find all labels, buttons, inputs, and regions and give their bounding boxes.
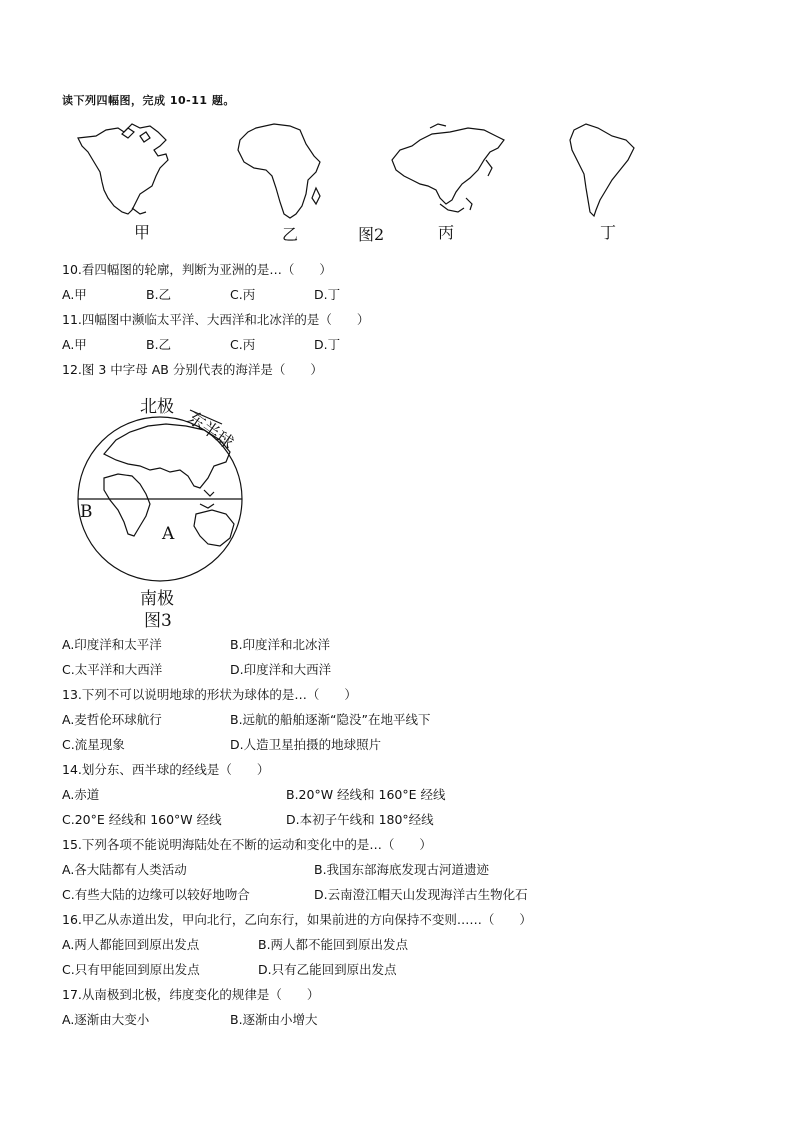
question-13-option-a[interactable]: A.麦哲伦环球航行 — [62, 712, 162, 727]
question-13-option-c[interactable]: C.流星现象 — [62, 737, 125, 752]
figure-2-label-ding: 丁 — [600, 223, 617, 242]
question-16-option-a[interactable]: A.两人都能回到原出发点 — [62, 937, 200, 952]
question-15-option-c[interactable]: C.有些大陆的边缘可以较好地吻合 — [62, 887, 250, 902]
section-intro: 读下列四幅图，完成 10-11 题。 — [62, 94, 235, 107]
question-12-option-d[interactable]: D.印度洋和大西洋 — [230, 662, 332, 677]
question-11-option-d[interactable]: D.丁 — [314, 337, 341, 352]
question-16-option-c[interactable]: C.只有甲能回到原出发点 — [62, 962, 200, 977]
question-16-option-b[interactable]: B.两人都不能回到原出发点 — [258, 937, 409, 952]
question-15-option-b[interactable]: B.我国东部海底发现古河道遗迹 — [314, 862, 490, 877]
figure-3-letter-b: B — [80, 502, 93, 522]
question-12-stem: 12.图 3 中字母 AB 分别代表的海洋是（ ） — [62, 362, 323, 377]
question-10-stem: 10.看四幅图的轮廓，判断为亚洲的是…（ ） — [62, 262, 332, 277]
figure-2-label-jia: 甲 — [134, 223, 151, 242]
figure-3-eastern-hemisphere: 东半球 — [183, 408, 237, 454]
figure-3-caption: 图3 — [144, 611, 172, 631]
figure-2-label-bing: 丙 — [438, 223, 455, 242]
figure-2-caption: 图2 — [358, 225, 385, 244]
question-10-option-d[interactable]: D.丁 — [314, 287, 341, 302]
question-14-option-c[interactable]: C.20°E 经线和 160°W 经线 — [62, 812, 222, 827]
figure-3-letter-a: A — [162, 524, 175, 544]
question-11-option-b[interactable]: B.乙 — [146, 337, 172, 352]
question-10-option-a[interactable]: A.甲 — [62, 287, 87, 302]
question-12-option-b[interactable]: B.印度洋和北冰洋 — [230, 637, 331, 652]
question-11-option-a[interactable]: A.甲 — [62, 337, 87, 352]
question-14-option-a[interactable]: A.赤道 — [62, 787, 100, 802]
question-16-option-d[interactable]: D.只有乙能回到原出发点 — [258, 962, 397, 977]
question-11-option-c[interactable]: C.丙 — [230, 337, 256, 352]
figure-3-north-pole: 北极 — [140, 397, 174, 417]
question-14-option-d[interactable]: D.本初子午线和 180°经线 — [286, 812, 434, 827]
figure-2-label-yi: 乙 — [282, 225, 299, 244]
question-15-stem: 15.下列各项不能说明海陆处在不断的运动和变化中的是…（ ） — [62, 837, 432, 852]
question-13-option-b[interactable]: B.远航的船舶逐渐“隐没”在地平线下 — [230, 712, 431, 727]
question-15-option-d[interactable]: D.云南澄江帽天山发现海洋古生物化石 — [314, 887, 528, 902]
question-13-option-d[interactable]: D.人造卫星拍摄的地球照片 — [230, 737, 382, 752]
question-11-stem: 11.四幅图中濒临太平洋、大西洋和北冰洋的是（ ） — [62, 312, 370, 327]
question-16-stem: 16.甲乙从赤道出发，甲向北行，乙向东行，如果前进的方向保持不变则……（ ） — [62, 912, 532, 927]
question-10-option-b[interactable]: B.乙 — [146, 287, 172, 302]
question-17-option-b[interactable]: B.逐渐由小增大 — [230, 1012, 318, 1027]
question-15-option-a[interactable]: A.各大陆都有人类活动 — [62, 862, 187, 877]
question-14-option-b[interactable]: B.20°W 经线和 160°E 经线 — [286, 787, 446, 802]
question-17-stem: 17.从南极到北极，纬度变化的规律是（ ） — [62, 987, 320, 1002]
question-13-stem: 13.下列不可以说明地球的形状为球体的是…（ ） — [62, 687, 357, 702]
question-12-option-a[interactable]: A.印度洋和太平洋 — [62, 637, 162, 652]
question-14-stem: 14.划分东、西半球的经线是（ ） — [62, 762, 270, 777]
question-12-option-c[interactable]: C.太平洋和大西洋 — [62, 662, 163, 677]
figure-3-south-pole: 南极 — [140, 589, 174, 609]
question-10-option-c[interactable]: C.丙 — [230, 287, 256, 302]
question-17-option-a[interactable]: A.逐渐由大变小 — [62, 1012, 150, 1027]
